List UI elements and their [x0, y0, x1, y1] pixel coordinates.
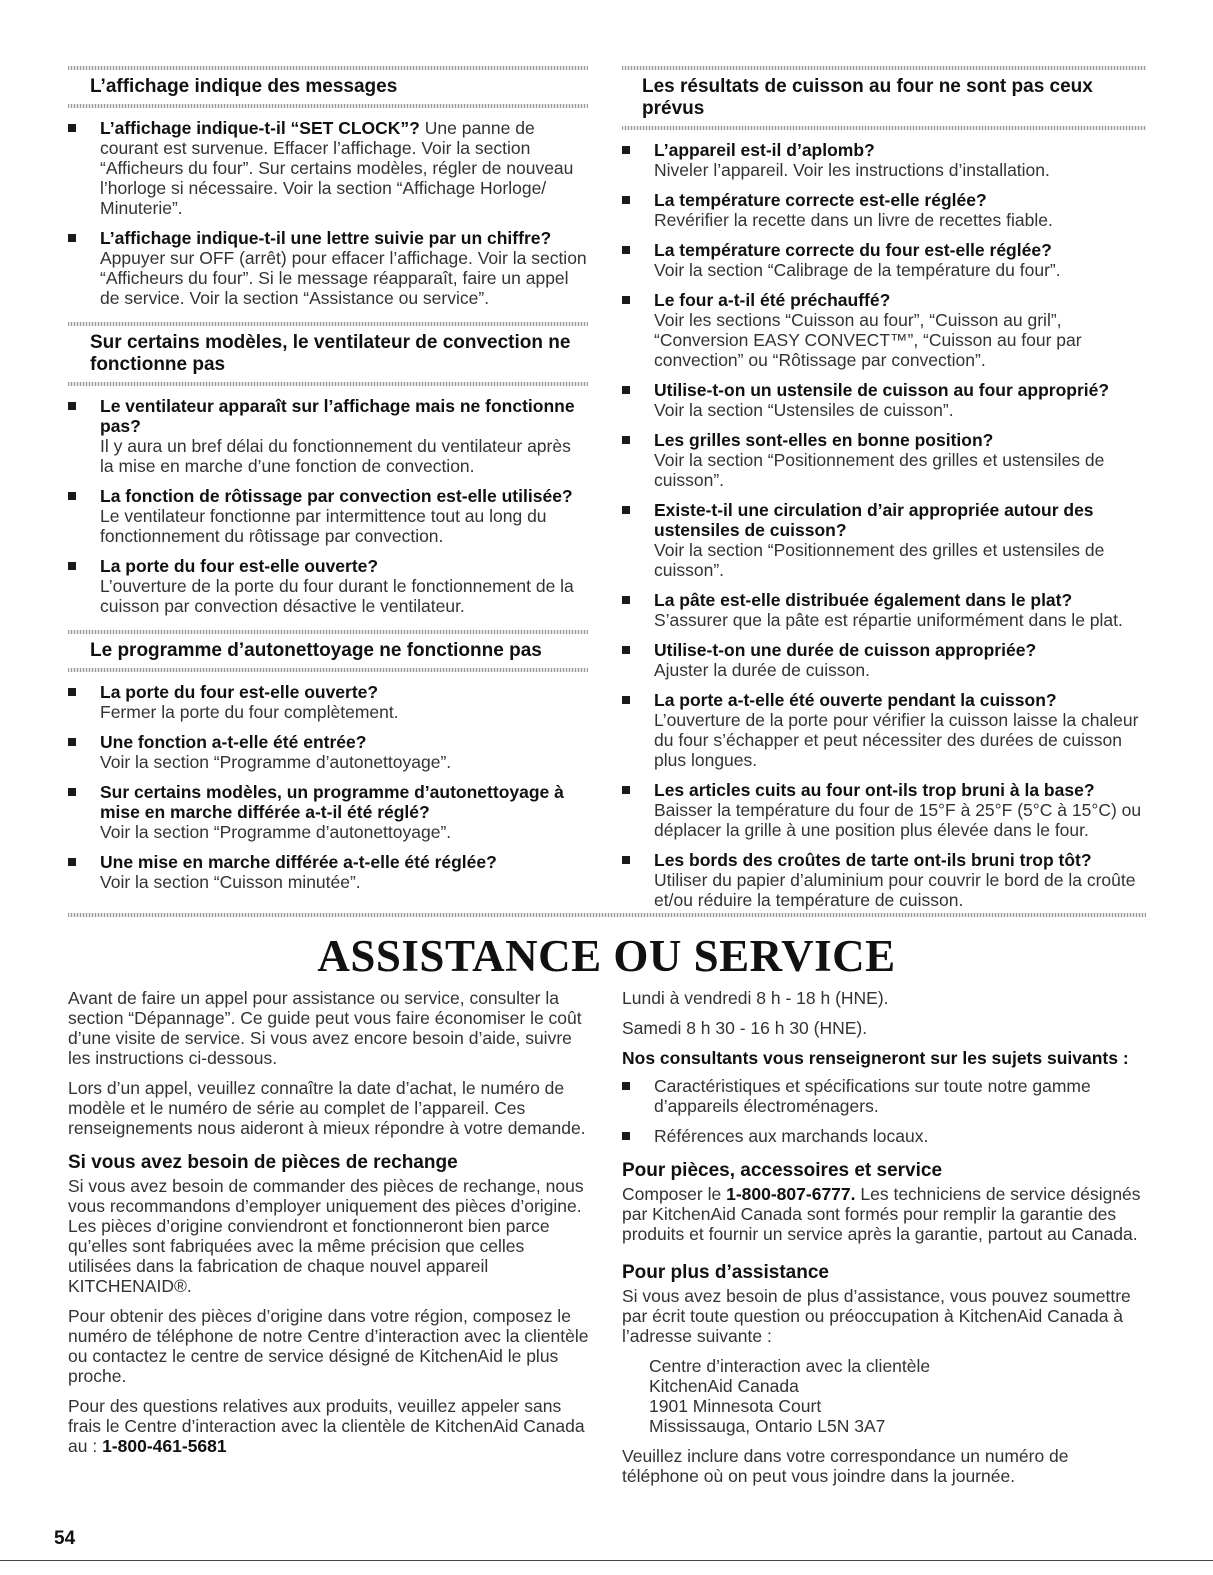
- bullet-icon: [68, 688, 76, 696]
- hours: Samedi 8 h 30 - 16 h 30 (HNE).: [622, 1018, 868, 1038]
- bullet-icon: [68, 402, 76, 410]
- consult-list: [622, 1076, 1146, 1146]
- phone-number: 1-800-461-5681: [102, 1436, 227, 1456]
- list-item: [622, 640, 1146, 680]
- section-rule: [622, 66, 1146, 70]
- list-item: [68, 396, 588, 476]
- question: Le ventilateur apparaît sur l’affichage mais ne fonctionne pas?: [100, 396, 575, 436]
- bullet-icon: [622, 506, 630, 514]
- section-rule: [622, 126, 1146, 130]
- section-divider: [68, 913, 1146, 917]
- answer: S’assurer que la pâte est répartie uniformément dans le plat.: [654, 610, 1123, 630]
- section-rule: [68, 104, 588, 108]
- list-item: [68, 118, 588, 218]
- list-item: [68, 682, 588, 722]
- bullet-icon: [622, 646, 630, 654]
- page-title: ASSISTANCE OU SERVICE: [317, 931, 896, 981]
- bullet-icon: [68, 234, 76, 242]
- service-right-column: [622, 988, 1146, 1496]
- bullet-icon: [622, 146, 630, 154]
- question: Le four a-t-il été préchauffé?: [654, 290, 891, 310]
- bullet-icon: [622, 436, 630, 444]
- list-item: [68, 782, 588, 842]
- intro-paragraph: Lors d’un appel, veuillez connaître la date d’achat, le numéro de modèle et le numéro de série au complet de l’appareil. Ces renseignements nous aideront à mieux répondre à votre demande.: [68, 1078, 586, 1138]
- list-item-text: Références aux marchands locaux.: [654, 1126, 929, 1146]
- question: La température correcte du four est-elle réglée?: [654, 240, 1052, 260]
- list-item: [622, 140, 1146, 180]
- hours: Lundi à vendredi 8 h - 18 h (HNE).: [622, 988, 889, 1008]
- answer: Niveler l’appareil. Voir les instructions d’installation.: [654, 160, 1050, 180]
- question: Sur certains modèles, un programme d’autonettoyage à mise en marche différée a-t-il été réglé?: [100, 782, 564, 822]
- address-line: Centre d’interaction avec la clientèle: [649, 1356, 931, 1376]
- address-line: 1901 Minnesota Court: [649, 1396, 822, 1416]
- list-item: [622, 690, 1146, 770]
- accessories-text: Composer le: [622, 1184, 722, 1204]
- list-item: [622, 240, 1146, 280]
- question: La pâte est-elle distribuée également dans le plat?: [654, 590, 1073, 610]
- question: La température correcte est-elle réglée?: [654, 190, 987, 210]
- section-title-messages: L’affichage indique des messages: [90, 76, 398, 97]
- parts-text: Pour des questions relatives aux produits, veuillez appeler sans frais le Centre d’interaction avec la clientèle de KitchenAid Canada au :: [68, 1396, 585, 1456]
- answer: L’ouverture de la porte du four durant le fonctionnement de la cuisson par convection désactive le ventilateur.: [100, 576, 574, 616]
- answer: Voir la section “Positionnement des grilles et ustensiles de cuisson”.: [654, 450, 1105, 490]
- list-item: [622, 500, 1146, 580]
- more-assistance-heading: Pour plus d’assistance: [622, 1262, 829, 1283]
- question: La porte du four est-elle ouverte?: [100, 556, 379, 576]
- section-title-baking-results: Les résultats de cuisson au four ne sont pas ceux prévus: [642, 76, 1093, 119]
- list-item: [68, 556, 588, 616]
- question: Utilise-t-on un ustensile de cuisson au four approprié?: [654, 380, 1110, 400]
- page-number: 54: [54, 1528, 76, 1549]
- question: Les articles cuits au four ont-ils trop bruni à la base?: [654, 780, 1095, 800]
- self-clean-list: [68, 682, 588, 892]
- question: Les grilles sont-elles en bonne position?: [654, 430, 994, 450]
- bullet-icon: [622, 1132, 630, 1140]
- question: L’affichage indique-t-il “SET CLOCK”?: [100, 118, 420, 138]
- bullet-icon: [68, 858, 76, 866]
- answer: Voir la section “Programme d’autonettoyage”.: [100, 752, 452, 772]
- list-item-text: Caractéristiques et spécifications sur toute notre gamme d’appareils électroménagers.: [654, 1076, 1091, 1116]
- parts-paragraph: Si vous avez besoin de commander des pièces de rechange, nous vous recommandons d’employer uniquement des pièces d’origine. Les pièces d’origine conviendront et fonctionneront bien parce qu’elles sont fabriquées avec la même précision que celles utilisées dans la fabrication de chaque nouvel appareil KITCHENAID®.: [68, 1176, 584, 1296]
- parts-paragraph: [68, 1396, 590, 1456]
- consult-heading: Nos consultants vous renseigneront sur les sujets suivants :: [622, 1048, 1129, 1068]
- bullet-icon: [68, 738, 76, 746]
- section-title-convection-fan: Sur certains modèles, le ventilateur de convection ne fonctionne pas: [90, 332, 571, 375]
- section-rule: [68, 668, 588, 672]
- answer: Il y aura un bref délai du fonctionnement du ventilateur après la mise en marche d’une fonction de convection.: [100, 436, 571, 476]
- answer: Une panne de courant est survenue. Effacer l’affichage. Voir la section “Afficheurs du four”. Sur certains modèles, régler de nouveau l’horloge si nécessaire. Voir la section “Affichage Horloge/ Minuterie”.: [100, 118, 574, 218]
- answer: Voir la section “Calibrage de la température du four”.: [654, 260, 1061, 280]
- answer: Voir la section “Ustensiles de cuisson”.: [654, 400, 954, 420]
- address-line: Mississauga, Ontario L5N 3A7: [649, 1416, 886, 1436]
- list-item: [622, 590, 1146, 630]
- baking-results-list: [622, 140, 1146, 910]
- convection-fan-list: [68, 396, 588, 616]
- bullet-icon: [68, 562, 76, 570]
- address-line: KitchenAid Canada: [649, 1376, 799, 1396]
- bullet-icon: [622, 856, 630, 864]
- bullet-icon: [68, 124, 76, 132]
- answer: Voir la section “Programme d’autonettoyage”.: [100, 822, 452, 842]
- question: La fonction de rôtissage par convection est-elle utilisée?: [100, 486, 573, 506]
- bullet-icon: [622, 196, 630, 204]
- answer: L’ouverture de la porte pour vérifier la cuisson laisse la chaleur du four s’échapper et peut nécessiter des durées de cuisson plus longues.: [654, 710, 1139, 770]
- bullet-icon: [622, 786, 630, 794]
- parts-heading: Si vous avez besoin de pièces de rechange: [68, 1152, 458, 1173]
- mailing-address: [649, 1356, 1146, 1436]
- bullet-icon: [68, 492, 76, 500]
- accessories-text: Les techniciens de service désignés par KitchenAid Canada sont formés pour remplir la garantie des produits et fournir un service après la garantie, partout au Canada.: [622, 1184, 1141, 1244]
- accessories-paragraph: [622, 1184, 1146, 1244]
- answer: Voir la section “Positionnement des grilles et ustensiles de cuisson”.: [654, 540, 1105, 580]
- question: Existe-t-il une circulation d’air appropriée autour des ustensiles de cuisson?: [654, 500, 1094, 540]
- intro-paragraph: Avant de faire un appel pour assistance ou service, consulter la section “Dépannage”. Ce guide peut vous faire économiser le coût d’une visite de service. Si vous avez encore besoin d’aide, suivre les instructions ci-dessous.: [68, 988, 582, 1068]
- closing-paragraph: Veuillez inclure dans votre correspondance un numéro de téléphone où on peut vous joindre dans la journée.: [622, 1446, 1069, 1486]
- question: Une fonction a-t-elle été entrée?: [100, 732, 367, 752]
- answer: Voir la section “Cuisson minutée”.: [100, 872, 361, 892]
- question: Les bords des croûtes de tarte ont-ils bruni trop tôt?: [654, 850, 1092, 870]
- question: L’appareil est-il d’aplomb?: [654, 140, 875, 160]
- messages-list: [68, 118, 588, 308]
- list-item: [622, 780, 1146, 840]
- section-rule: [68, 630, 588, 634]
- parts-paragraph: Pour obtenir des pièces d’origine dans votre région, composez le numéro de téléphone de notre Centre d’interaction avec la clientèle ou contactez le centre de service désigné de KitchenAid le plus proche.: [68, 1306, 589, 1386]
- section-rule: [68, 322, 588, 326]
- bullet-icon: [622, 386, 630, 394]
- question: La porte a-t-elle été ouverte pendant la cuisson?: [654, 690, 1057, 710]
- section-rule: [68, 382, 588, 386]
- list-item: [622, 380, 1146, 420]
- section-title-self-clean: Le programme d’autonettoyage ne fonctionne pas: [90, 640, 542, 661]
- answer: Utiliser du papier d’aluminium pour couvrir le bord de la croûte et/ou réduire la température de cuisson.: [654, 870, 1136, 910]
- list-item: [622, 850, 1146, 910]
- more-assistance-paragraph: Si vous avez besoin de plus d’assistance, vous pouvez soumettre par écrit toute question ou préoccupation à KitchenAid Canada à l’adresse suivante :: [622, 1286, 1131, 1346]
- question: La porte du four est-elle ouverte?: [100, 682, 379, 702]
- list-item: [68, 486, 588, 546]
- answer: Baisser la température du four de 15°F à 25°F (5°C à 15°C) ou déplacer la grille à une position plus élevée dans le four.: [654, 800, 1142, 840]
- bullet-icon: [622, 1082, 630, 1090]
- list-item: [68, 732, 588, 772]
- list-item: [622, 1126, 1146, 1146]
- section-rule: [68, 66, 588, 70]
- bullet-icon: [622, 696, 630, 704]
- troubleshooting-right-column: [622, 66, 1146, 920]
- footer-rule: [0, 1560, 1213, 1561]
- list-item: [622, 430, 1146, 490]
- service-left-column: [68, 988, 590, 1466]
- question: Utilise-t-on une durée de cuisson appropriée?: [654, 640, 1037, 660]
- answer: Le ventilateur fonctionne par intermittence tout au long du fonctionnement du rôtissage par convection.: [100, 506, 547, 546]
- answer: Revérifier la recette dans un livre de recettes fiable.: [654, 210, 1053, 230]
- list-item: [622, 290, 1146, 370]
- troubleshooting-left-column: [68, 66, 588, 902]
- bullet-icon: [622, 246, 630, 254]
- list-item: [622, 1076, 1146, 1116]
- bullet-icon: [622, 296, 630, 304]
- answer: Voir les sections “Cuisson au four”, “Cuisson au gril”, “Conversion EASY CONVECT™”, “Cuisson au four par convection” ou “Rôtissage par convection”.: [654, 310, 1082, 370]
- bullet-icon: [622, 596, 630, 604]
- question: L’affichage indique-t-il une lettre suivie par un chiffre?: [100, 228, 552, 248]
- phone-number: 1-800-807-6777.: [726, 1184, 856, 1204]
- list-item: [68, 228, 588, 308]
- list-item: [68, 852, 588, 892]
- answer: Ajuster la durée de cuisson.: [654, 660, 870, 680]
- bullet-icon: [68, 788, 76, 796]
- accessories-heading: Pour pièces, accessoires et service: [622, 1160, 943, 1181]
- question: Une mise en marche différée a-t-elle été réglée?: [100, 852, 497, 872]
- answer: Appuyer sur OFF (arrêt) pour effacer l’affichage. Voir la section “Afficheurs du four”. Si le message réapparaît, faire un appel de service. Voir la section “Assistance ou service”.: [100, 248, 587, 308]
- answer: Fermer la porte du four complètement.: [100, 702, 399, 722]
- list-item: [622, 190, 1146, 230]
